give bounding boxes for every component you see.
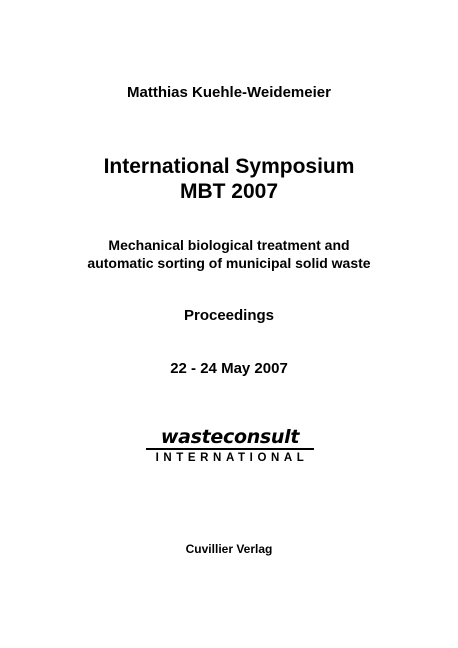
logo-wordmark: wasteconsult: [160, 426, 300, 448]
logo-subline: INTERNATIONAL: [155, 452, 309, 464]
subtitle-line-2: automatic sorting of municipal solid waste: [87, 255, 371, 271]
author-name: Matthias Kuehle-Weidemeier: [127, 84, 331, 101]
wasteconsult-logo: [146, 426, 314, 466]
proceedings-label: Proceedings: [183, 307, 275, 324]
publisher-name: Cuvillier Verlag: [185, 542, 273, 556]
event-dates: 22 - 24 May 2007: [170, 360, 288, 377]
subtitle-line-1: Mechanical biological treatment and: [108, 237, 350, 253]
title-line-2: MBT 2007: [179, 180, 279, 203]
title-line-1: International Symposium: [103, 155, 355, 178]
